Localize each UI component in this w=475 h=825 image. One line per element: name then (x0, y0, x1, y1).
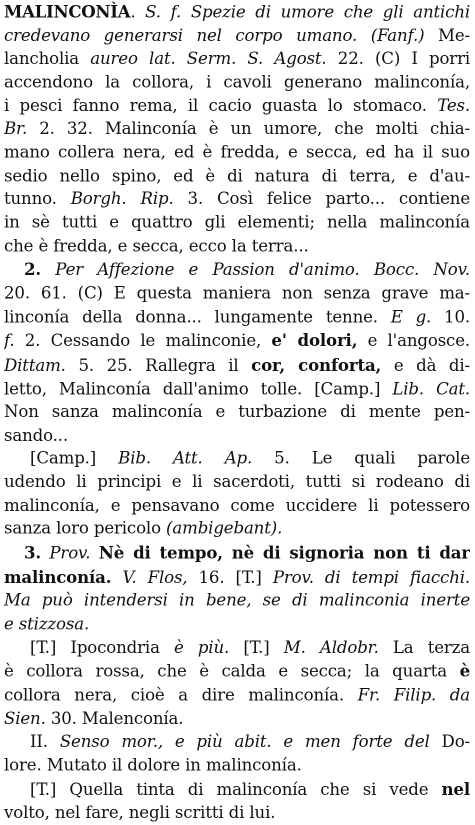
entry-line: mano collera nera, ed è fredda, e secca, ed ha il suo (4, 142, 470, 162)
sense-line: 3. Prov. Nè di tempo, nè di signoria non ti dar (24, 541, 470, 563)
camp-line: sanza loro pericolo (ambigebant). (4, 518, 283, 539)
camp-line: malinconía, e pensavano come uccidere li potessero (4, 495, 470, 515)
sense-line: Dittam. 5. 25. Rallegra il cor, conforta, e dà di- (4, 354, 470, 375)
sense-line: 20. 61. (C) E questa maniera non senza grave ma- (4, 283, 470, 303)
sense-line: II. Senso mor., e più abit. e men forte del Do- (30, 731, 470, 752)
sense-line: letto, Malinconía dall'animo tolle. [Camp.] Lib. Cat. (4, 378, 470, 399)
entry-line: che è fredda, e secca, ecco la terra... (4, 235, 309, 255)
headword: MALINCONÌA (4, 1, 131, 22)
t-line: [T.] Ipocondria è più. [T.] M. Aldobr. La terza (30, 637, 470, 657)
t-line: è collora rossa, che è calda e secca; la quarta è (4, 660, 470, 682)
sense-line: f. 2. Cessando le malinconie, e' dolori, e l'angosce. (4, 329, 470, 351)
sense-line: 2. Per Affezione e Passion d'animo. Bocc. Nov. (24, 258, 470, 280)
sense-line: malinconía. V. Flos, 16. [T.] Prov. di tempi fiacchi. (4, 566, 470, 587)
entry-line: lancholia aureo lat. Serm. S. Agost. 22. (C) I porri (4, 48, 470, 69)
t-line: Sien. 30. Malenconía. (4, 708, 184, 728)
t-line: [T.] Quella tinta di malinconía che si vede nel (30, 778, 470, 799)
entry-line: Br. 2. 32. Malinconía è un umore, che molti chia- (4, 118, 470, 139)
t-line: collora nera, cioè a dire malinconía. Fr. Filip. da (4, 684, 470, 705)
entry-line: credevano generarsi nel corpo umano. (Fanf.) Me- (4, 25, 470, 45)
sense-line: Ma può intendersi in bene, se di malinconia inerte (4, 590, 470, 611)
entry-line: i pesci fanno rema, il cacio guasta lo stomaco. Tes. (4, 95, 470, 115)
sense-line: Non sanza malinconía e turbazione di mente pen- (4, 401, 470, 422)
entry-line: tunno. Borgh. Rip. 3. Così felice parto... contiene (4, 188, 470, 209)
sense-line: sando... (4, 425, 69, 445)
entry-line: in sè tutti e quattro gli elementi; nella malinconía (4, 212, 470, 232)
camp-line: udendo li principi e li sacerdoti, tutti si rodeano di (4, 471, 470, 492)
sense-line: e stizzosa. (4, 613, 90, 634)
entry-line: MALINCONÌA. S. f. Spezie di umore che gli antichi (4, 1, 470, 22)
t-line: volto, nel fare, negli scritti di lui. (4, 802, 276, 823)
entry-line: accendono la collora, i cavoli generano malinconía, (4, 72, 470, 92)
sense-line: lore. Mutato il dolore in malinconía. (4, 754, 302, 775)
camp-line: [Camp.] Bib. Att. Ap. 5. Le quali parole (30, 448, 470, 469)
entry-line: sedio nello spino, ed è di natura di terra, e d'au- (4, 165, 470, 185)
sense-line: linconía della donna... lungamente tenne. E g. 10. (4, 306, 470, 327)
